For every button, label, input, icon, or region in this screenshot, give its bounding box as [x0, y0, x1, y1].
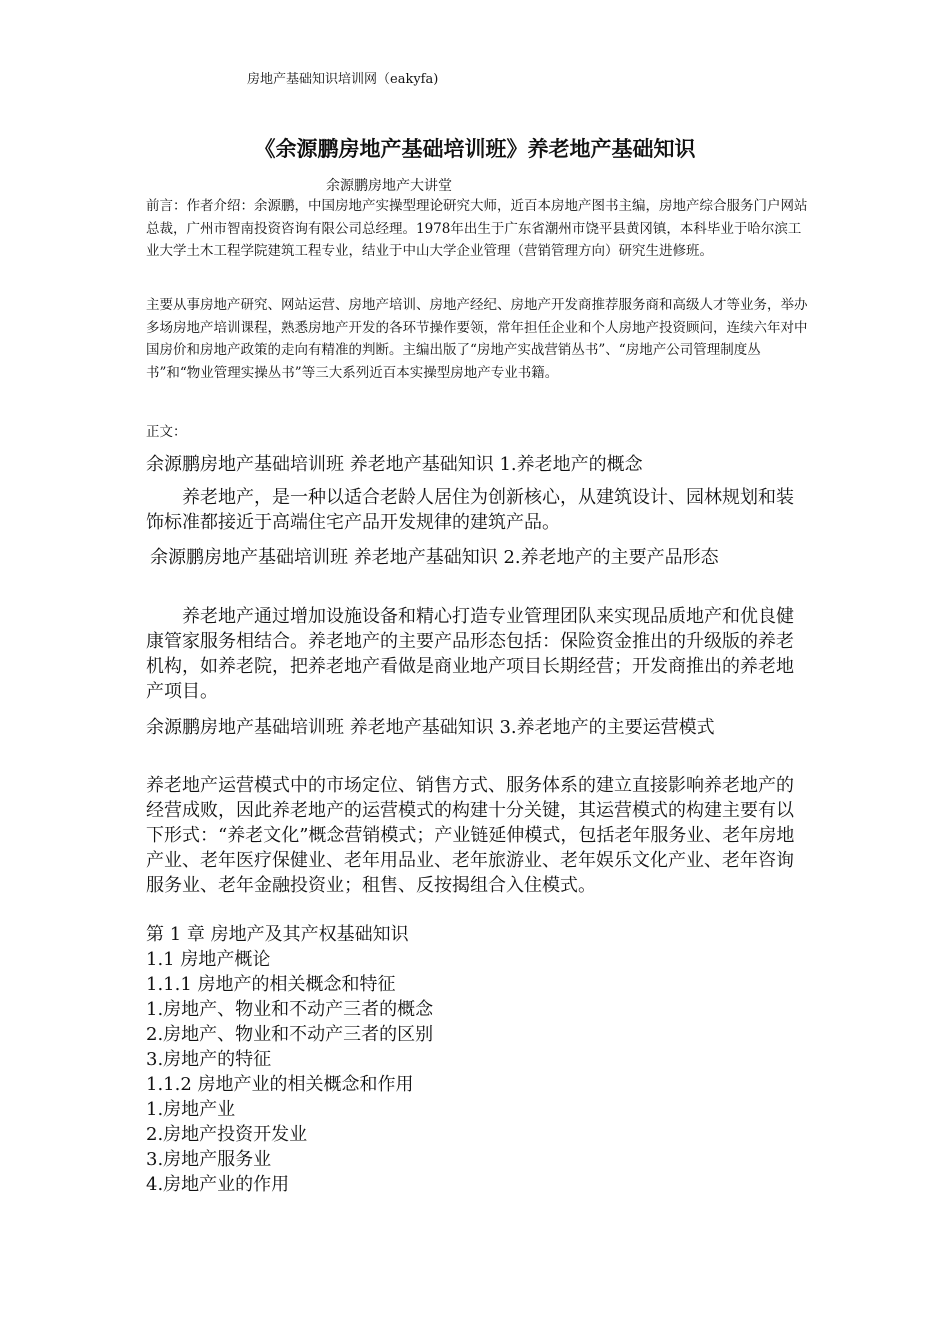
document-subtitle: 余源鹏房地产大讲堂: [326, 178, 452, 194]
section-3-heading: 余源鹏房地产基础培训班 养老地产基础知识 3.养老地产的主要运营模式: [146, 717, 715, 738]
section-1-heading: 余源鹏房地产基础培训班 养老地产基础知识 1.养老地产的概念: [146, 454, 643, 475]
outline-item: 1.1.1 房地产的相关概念和特征: [146, 974, 396, 995]
page-header: 房地产基础知识培训网（eakyfa): [247, 72, 439, 87]
outline-item: 4.房地产业的作用: [146, 1174, 290, 1195]
document-title: 《余源鹏房地产基础培训班》养老地产基础知识: [254, 136, 696, 161]
outline-item: 1.房地产、物业和不动产三者的概念: [146, 999, 434, 1020]
outline-item: 1.1.2 房地产业的相关概念和作用: [146, 1074, 414, 1095]
outline-item: 第 1 章 房地产及其产权基础知识: [146, 924, 409, 945]
chapter-outline: [146, 922, 433, 1197]
section-2-heading: 余源鹏房地产基础培训班 养老地产基础知识 2.养老地产的主要产品形态: [150, 547, 719, 568]
outline-item: 3.房地产的特征: [146, 1049, 272, 1070]
section-3-text: 养老地产运营模式中的市场定位、销售方式、服务体系的建立直接影响养老地产的经营成败，因此养老地产的运营模式的构建十分关键，其运营模式的构建主要有以下形式：“养老文化”概念营销模式；产业链延伸模式，包括老年服务业、老年房地产业、老年医疗保健业、老年用品业、老年旅游业、老年娱乐文化产业、老年咨询服务业、老年金融投资业；租售、反按揭组合入住模式。: [146, 775, 795, 896]
outline-item: 2.房地产投资开发业: [146, 1124, 308, 1145]
intro-paragraph-1: 前言：作者介绍：余源鹏，中国房地产实操型理论研究大师，近百本房地产图书主编，房地产综合服务门户网站总裁，广州市智南投资咨询有限公司总经理。1978年出生于广东省潮州市饶平县黄冈镇，本科毕业于哈尔滨工业大学土木工程学院建筑工程专业，结业于中山大学企业管理（营销管理方向）研究生进修班。: [146, 198, 808, 259]
section-1-text: 养老地产，是一种以适合老龄人居住为创新核心，从建筑设计、园林规划和装饰标准都接近于高端住宅产品开发规律的建筑产品。: [146, 487, 794, 533]
outline-item: 1.1 房地产概论: [146, 949, 271, 970]
body-label: 正文：: [146, 424, 187, 440]
outline-item: 1.房地产业: [146, 1099, 236, 1120]
outline-item: 2.房地产、物业和不动产三者的区别: [146, 1024, 434, 1045]
section-2-text: 养老地产通过增加设施设备和精心打造专业管理团队来实现品质地产和优良健康管家服务相结合。养老地产的主要产品形态包括：保险资金推出的升级版的养老机构，如养老院，把养老地产看做是商业地产项目长期经营；开发商推出的养老地产项目。: [146, 606, 794, 702]
outline-item: 3.房地产服务业: [146, 1149, 272, 1170]
intro-paragraph-2: 主要从事房地产研究、网站运营、房地产培训、房地产经纪、房地产开发商推荐服务商和高级人才等业务，举办多场房地产培训课程，熟悉房地产开发的各环节操作要领，常年担任企业和个人房地产投资顾问，连续六年对中国房价和房地产政策的走向有精准的判断。主编出版了“房地产实战营销丛书”、“房地产公司管理制度丛书”和“物业管理实操丛书”等三大系列近百本实操型房地产专业书籍。: [146, 297, 808, 381]
